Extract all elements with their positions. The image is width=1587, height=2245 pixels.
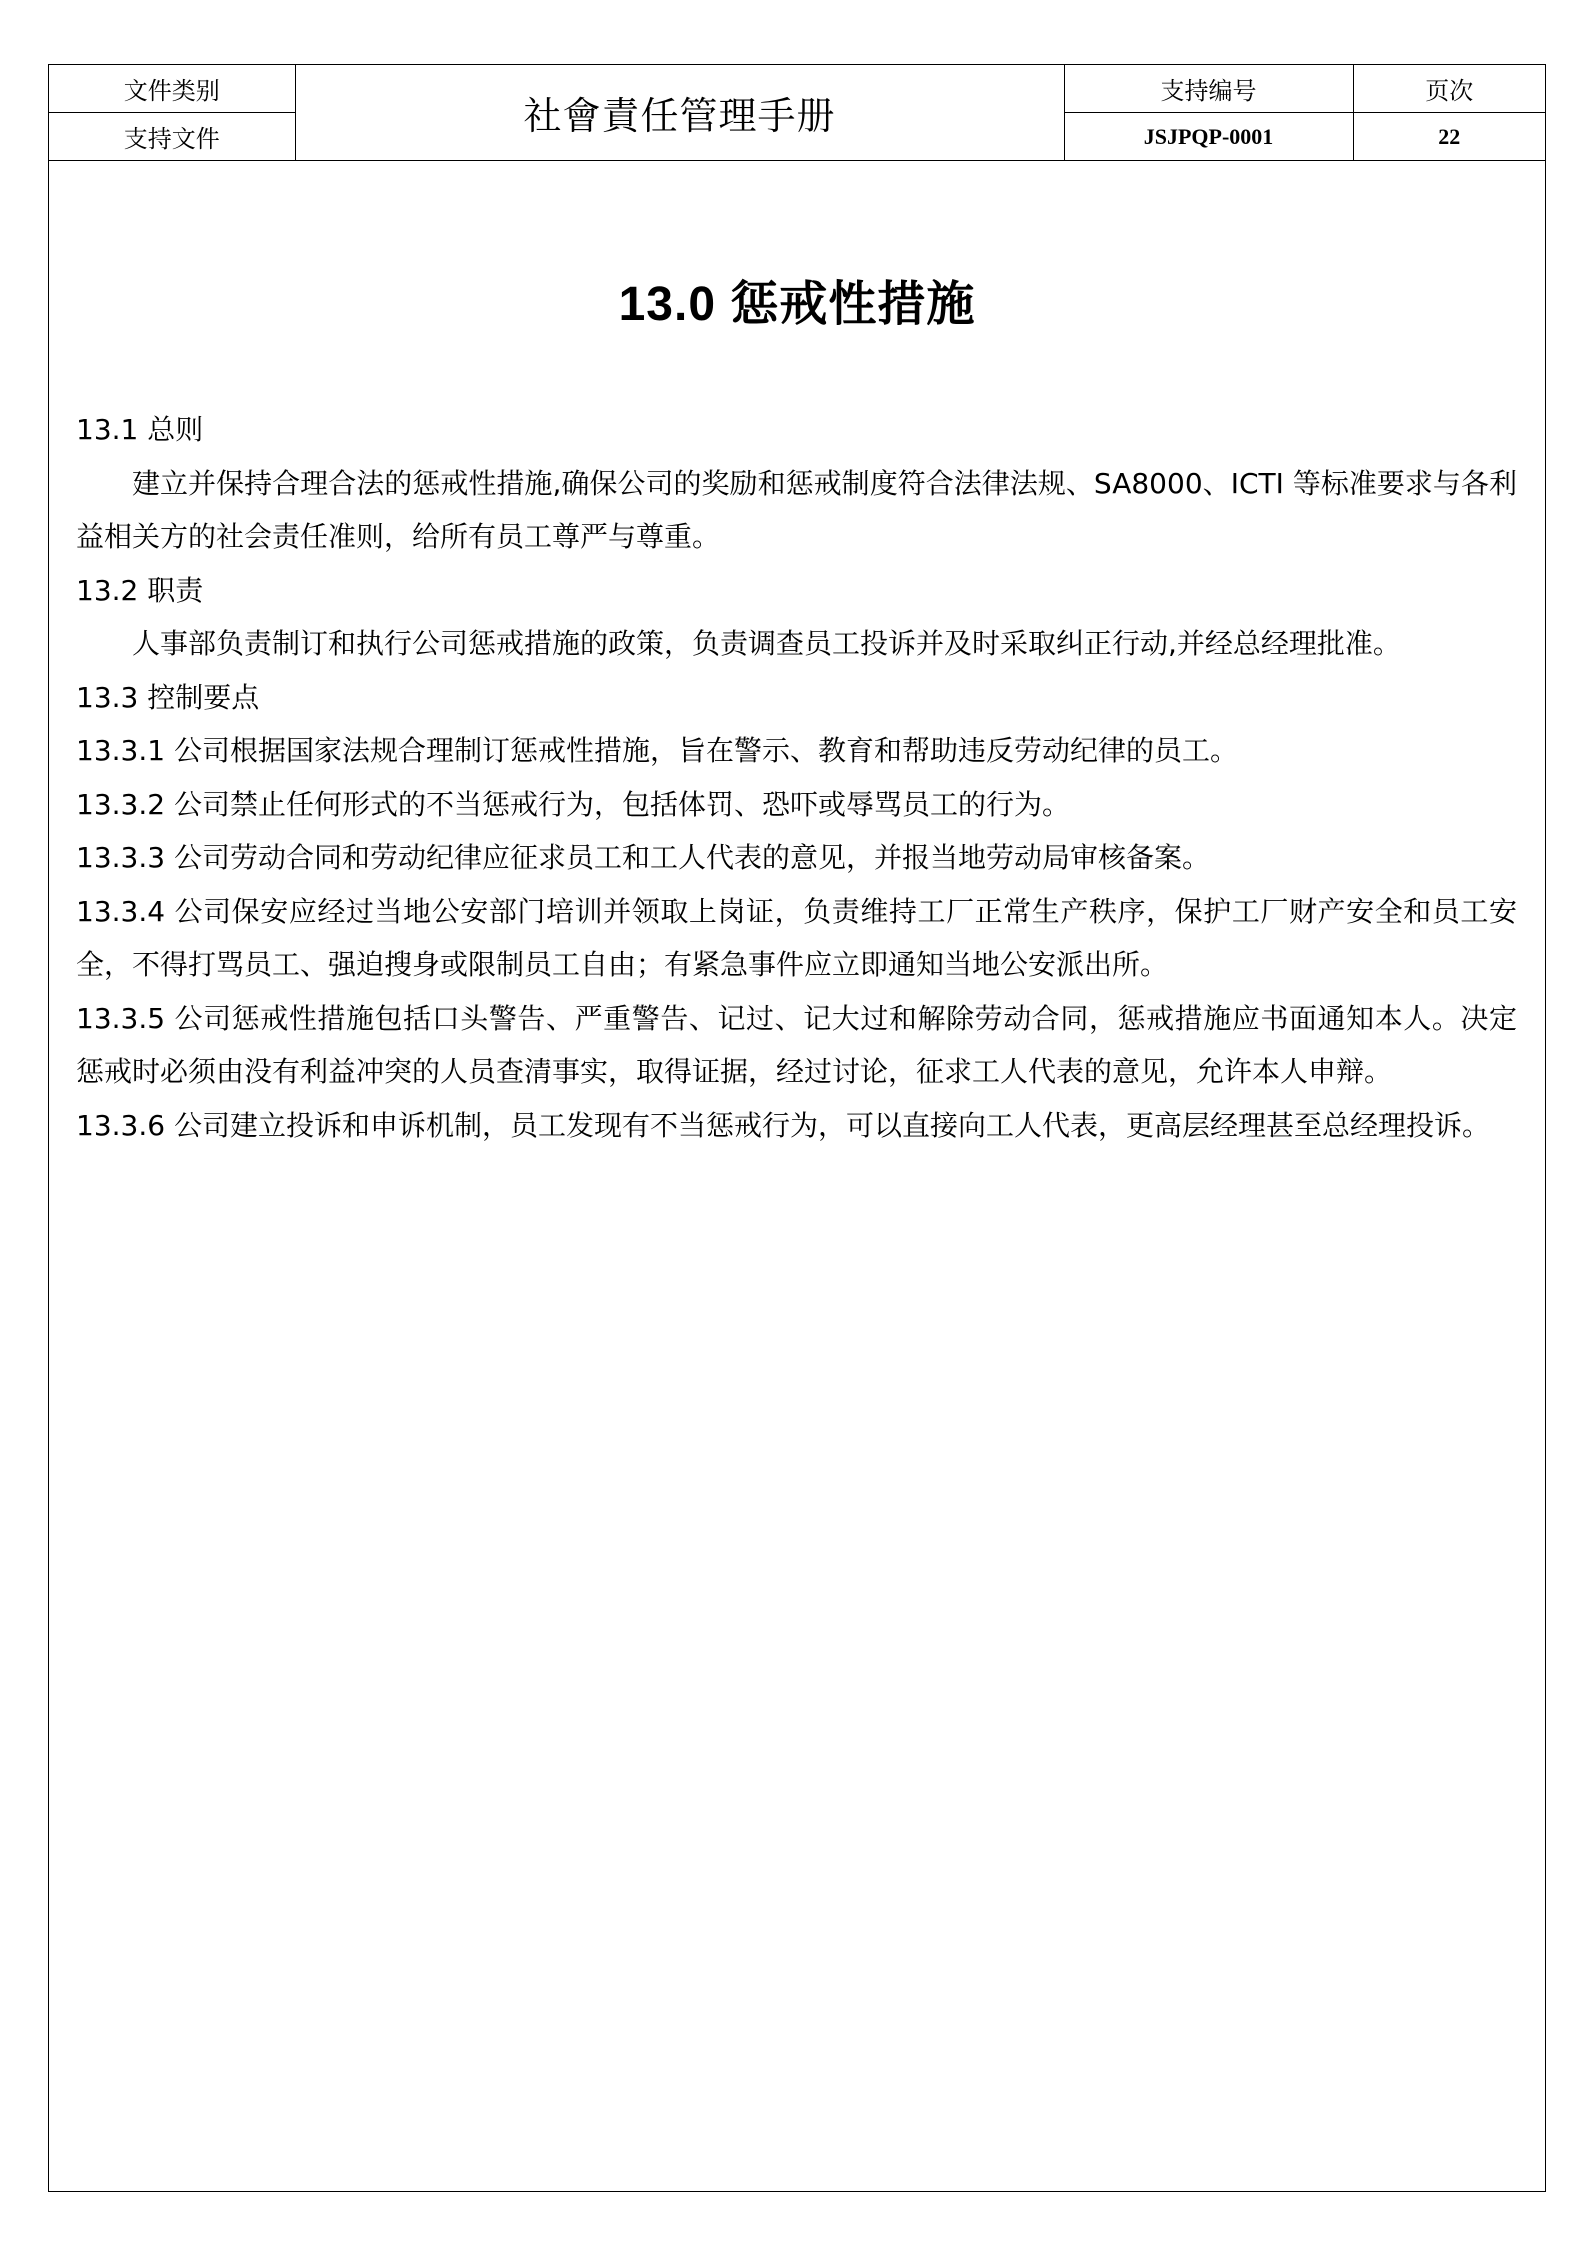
document-header-table [49,65,1545,161]
page-frame [48,64,1546,2192]
section-body-13-1: 建立并保持合理合法的惩戒性措施,确保公司的奖励和惩戒制度符合法律法规、SA8000、ICTI 等标准要求与各利益相关方的社会责任准则，给所有员工尊严与尊重。 [76,466,1517,553]
section-heading-13-1: 13.1 总则 [76,413,204,446]
clause-13-3-3: 13.3.3 公司劳动合同和劳动纪律应征求员工和工人代表的意见，并报当地劳动局审核备案。 [76,841,1210,874]
page-label: 页次 [1353,65,1545,113]
category-label: 文件类别 [49,65,295,113]
page-number: 22 [1353,113,1545,161]
clause-13-3-4: 13.3.4 公司保安应经过当地公安部门培训并领取上岗证，负责维持工厂正常生产秩序，保护工厂财产安全和员工安全，不得打骂员工、强迫搜身或限制员工自由；有紧急事件应立即通知当地公安派出所。 [76,894,1517,981]
clause-13-3-6: 13.3.6 公司建立投诉和申诉机制，员工发现有不当惩戒行为，可以直接向工人代表，更高层经理甚至总经理投诉。 [76,1108,1490,1142]
section-heading-13-2: 13.2 职责 [76,573,204,607]
manual-title: 社會責任管理手册 [295,65,1064,161]
code-label: 支持编号 [1064,65,1353,113]
code-value: JSJPQP-0001 [1064,113,1353,161]
clause-13-3-5: 13.3.5 公司惩戒性措施包括口头警告、严重警告、记过、记大过和解除劳动合同，惩戒措施应书面通知本人。决定惩戒时必须由没有利益冲突的人员查清事实，取得证据，经过讨论，征求工人代表的意见，允许本人申辩。 [76,1001,1517,1088]
chapter-title: 13.0 惩戒性措施 [618,278,976,331]
document-body [76,403,1517,1152]
clause-13-3-1: 13.3.1 公司根据国家法规合理制订惩戒性措施，旨在警示、教育和帮助违反劳动纪律的员工。 [76,734,1238,767]
category-value: 支持文件 [49,113,295,161]
section-body-13-2: 人事部负责制订和执行公司惩戒措施的政策，负责调查员工投诉并及时采取纠正行动,并经总经理批准。 [132,627,1401,660]
clause-13-3-2: 13.3.2 公司禁止任何形式的不当惩戒行为，包括体罚、恐吓或辱骂员工的行为。 [76,787,1070,821]
section-heading-13-3: 13.3 控制要点 [76,680,260,714]
